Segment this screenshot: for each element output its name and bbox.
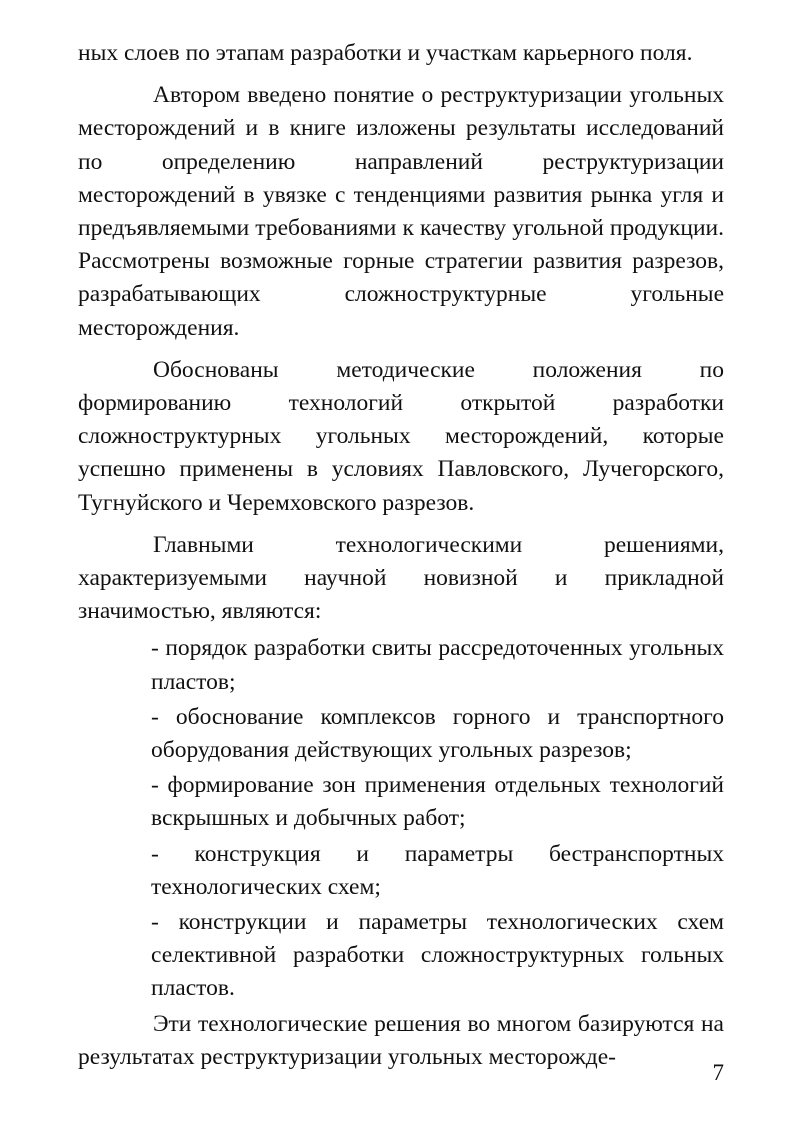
page-body	[78, 37, 724, 1074]
paragraph-methodology: Обоснованы методические положения по формированию технологий открытой разработки сложноструктурных угольных месторождений, которые успешно применены в условиях Павловского, Лучегорского, Тугнуйского и Черемховского разрезов.	[78, 356, 724, 516]
list-item: - формирование зон применения отдельных технологий вскрышных и добычных работ;	[151, 772, 724, 832]
list-item: - обоснование комплексов горного и транспортного оборудования действующих угольных разрезов;	[151, 703, 724, 764]
page-number: 7	[712, 1060, 724, 1085]
paragraph-continuation: ных слоев по этапам разработки и участкам карьерного поля.	[78, 40, 693, 66]
paragraph-closing: Эти технологические решения во многом базируются на результатах реструктуризации угольных месторожде-	[78, 1010, 724, 1070]
paragraph-main-solutions: Главными технологическими решениями, характеризуемыми научной новизной и прикладной значимостью, являются:	[78, 531, 724, 625]
list-item: - конструкции и параметры технологических схем селективной разработки сложноструктурных гольных пластов.	[151, 909, 724, 1002]
solutions-list	[78, 632, 724, 1005]
list-item: - конструкция и параметры бестранспортных технологических схем;	[151, 840, 724, 900]
list-item: - порядок разработки свиты рассредоточенных угольных пластов;	[151, 635, 724, 695]
paragraph-restructuring: Автором введено понятие о реструктуризации угольных месторождений и в книге изложены результаты исследований по определению направлений реструктуризации месторождений в увязке с тенденциями развития рынка угля и предъявляемыми требованиями к качеству угольной продукции. Рассмотрены возможные горные стратегии развития разрезов, разрабатывающих сложноструктурные угольные месторождения.	[78, 82, 724, 341]
